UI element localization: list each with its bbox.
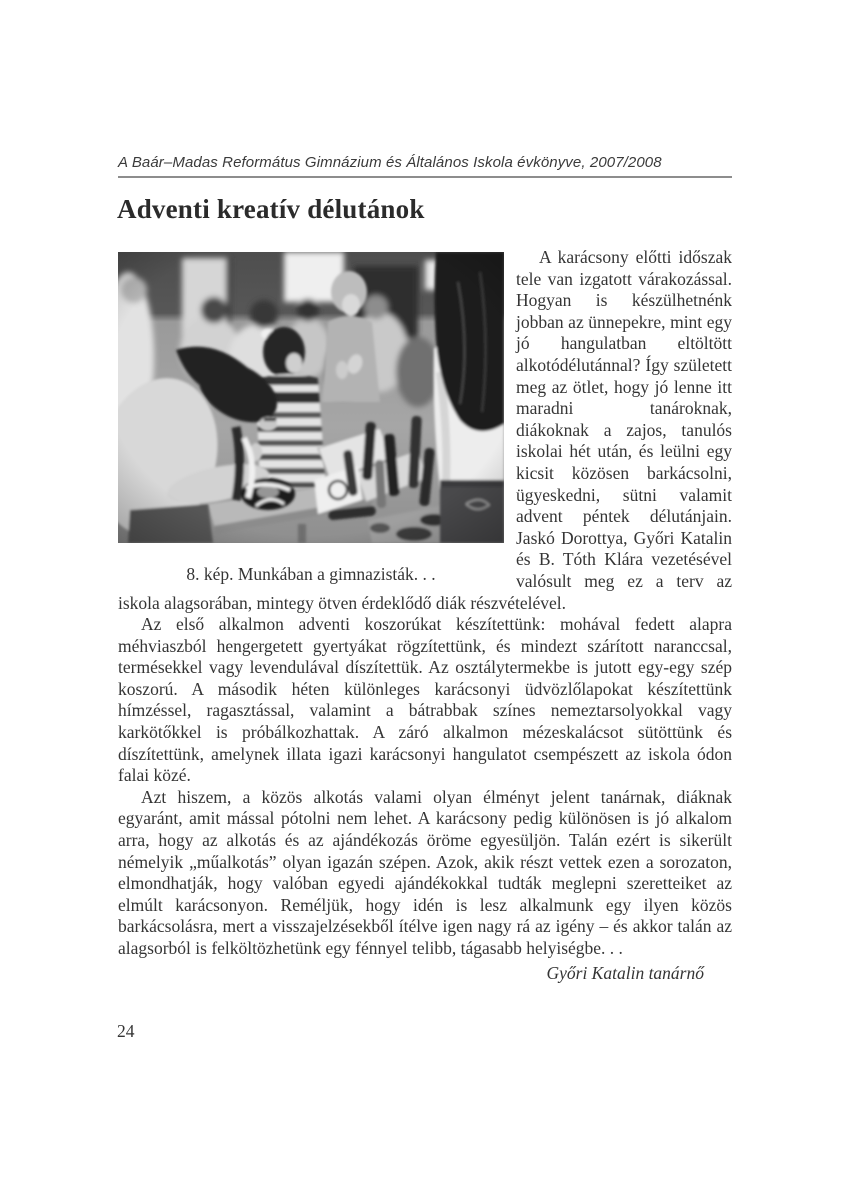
article-body [118,247,732,984]
article-figure [118,252,516,590]
running-header-text: A Baár–Madas Református Gimnázium és Általános Iskola évkönyve, 2007/2008 [118,154,662,171]
paragraph-3: Azt hiszem, a közös alkotás valami olyan élményt jelent tanárnak, diáknak egyaránt, amit mással pótolni nem lehet. A karácsony pedig különösen is jó alkalom arra, hogy az alkotás és az ajándékozás öröme egyesüljön. Talán ezért is sikerült némelyik „műalkotás” olyan igazán szépen. Azok, akik részt vettek ezen a sorozaton, elmondhatják, hogy valóban egyedi ajándékokkal tudták meglepni szeretteiket az elmúlt karácsonyon. Reméljük, hogy idén is lesz alkalmunk egy ilyen közös barkácsolásra, mert a visszajelzésekből ítélve igen nagy rá az igény – és akkor talán az alagsorból is felköltözhetünk egy fénnyel telibb, tágasabb helyiségbe. . . [118,786,732,958]
article-title: Adventi kreatív délutánok [117,194,425,224]
author-signature: Győri Katalin tanárnő [546,962,704,983]
paragraph-1: A karácsony előtti időszak tele van izgatott várakozással. Hogyan is készülhetnénk jobban az ünnepekre, mint egy jó hangulatban eltöltött alkotódélutánnal? Így született meg az ötlet, hogy jó lenne itt maradni tanároknak, diákoknak a zajos, tanulós iskolai hét után, és leülni egy kicsit közösen barkácsolni, ügyeskedni, sütni valamit advent péntek délutánjain. Jaskó Dorottya, Győri Katalin és B. Tóth Klára vezetésével valósult meg ez a terv az iskola alagsorában, mintegy ötven érdeklődő diák részvételével. [118,247,732,613]
running-header [118,154,732,178]
photo-children-crafting [118,252,504,543]
paragraph-2: Az első alkalmon adventi koszorúkat készítettünk: mohával fedett alapra méhviaszból hengergetett gyertyákat rögzítettünk, és mindezt szárított naranccsal, termésekkel vagy levendulával díszítettük. Az osztálytermekbe is jutott egy-egy szép koszorú. A második héten különleges karácsonyi üdvözlőlapokat készítettünk hímzéssel, ragasztással, valamint a bátrabbak színes nemeztarsolyokkal vagy karkötőkkel is próbálkozhattak. A záró alkalmon mézeskalácsot sütöttünk és díszítettünk, amelynek illata igazi karácsonyi hangulatot csempészett az iskola ódon falai közé. [118,614,732,786]
page-number: 24 [117,1021,135,1041]
article-photo [118,252,504,543]
figure-caption: 8. kép. Munkában a gimnazisták. . . [186,564,436,584]
